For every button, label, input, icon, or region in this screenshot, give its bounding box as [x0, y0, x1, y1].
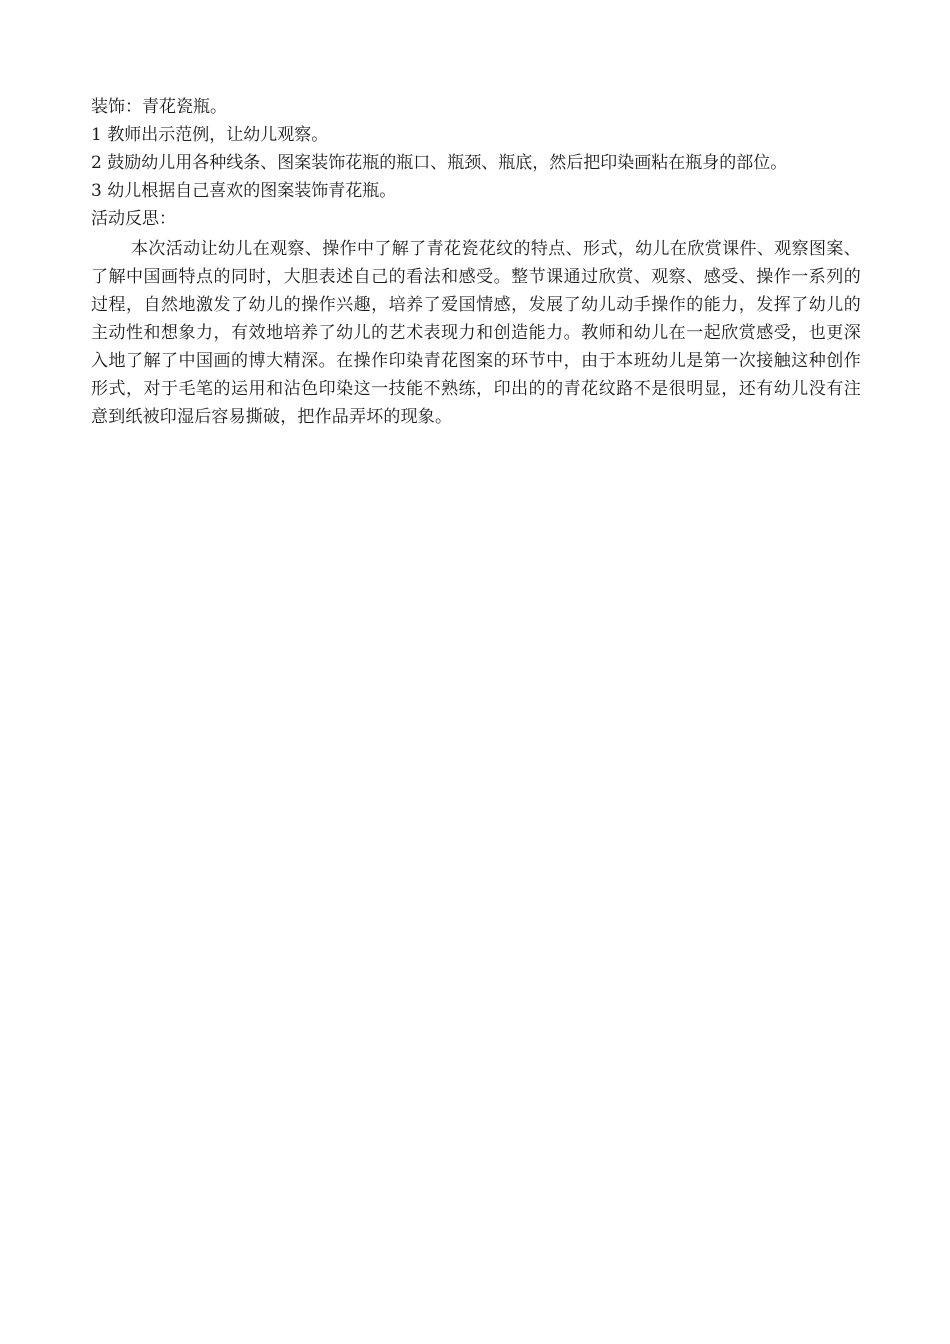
- reflection-paragraph: 本次活动让幼儿在观察、操作中了解了青花瓷花纹的特点、形式，幼儿在欣赏课件、观察图案、了解中国画特点的同时，大胆表述自己的看法和感受。整节课通过欣赏、观察、感受、操作一系列的过程，自然地激发了幼儿的操作兴趣，培养了爱国情感，发展了幼儿动手操作的能力，发挥了幼儿的主动性和想象力，有效地培养了幼儿的艺术表现力和创造能力。教师和幼儿在一起欣赏感受，也更深入地了解了中国画的博大精深。在操作印染青花图案的环节中，由于本班幼儿是第一次接触这种创作形式，对于毛笔的运用和沾色印染这一技能不熟练，印出的的青花纹路不是很明显，还有幼儿没有注意到纸被印湿后容易撕破，把作品弄坏的现象。: [91, 239, 861, 427]
- step-1: 1 教师出示范例，让幼儿观察。: [91, 125, 329, 145]
- reflection-heading: 活动反思：: [91, 209, 176, 229]
- decoration-heading: 装饰：青花瓷瓶。: [91, 97, 227, 117]
- step-2: 2 鼓励幼儿用各种线条、图案装饰花瓶的瓶口、瓶颈、瓶底，然后把印染画粘在瓶身的部位。: [91, 153, 788, 173]
- step-3: 3 幼儿根据自己喜欢的图案装饰青花瓶。: [91, 181, 397, 201]
- document-page: [91, 93, 861, 431]
